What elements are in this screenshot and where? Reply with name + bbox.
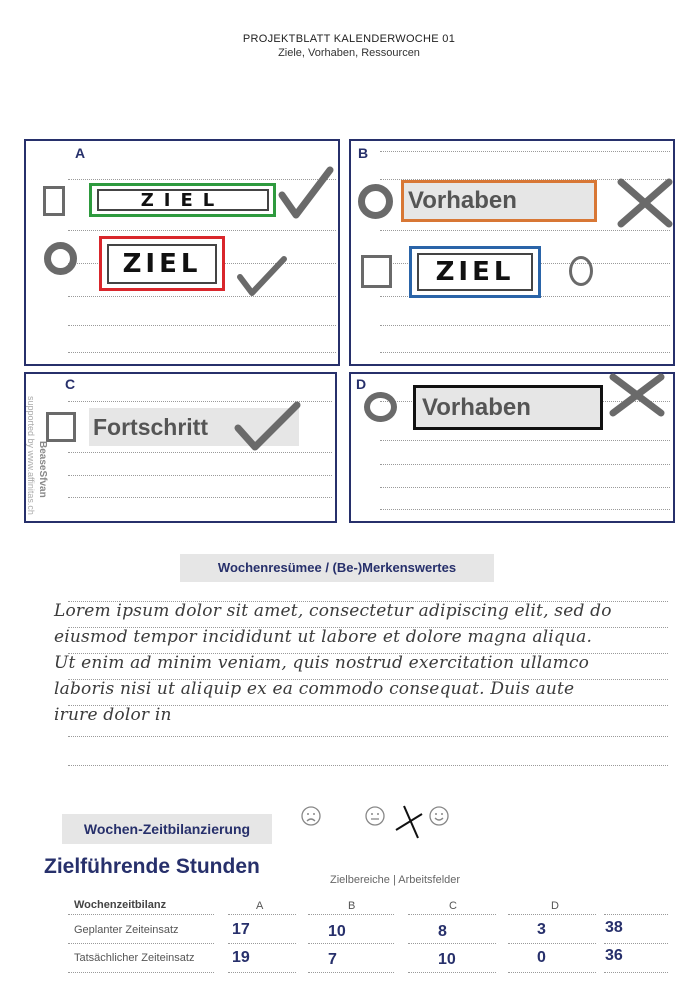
neutral-face-icon[interactable] [364,805,386,827]
side-credit: supported by www.affinitas.ch [26,396,36,515]
table-cell: 8 [438,923,447,940]
hours-title: Zielführende Stunden [44,855,260,878]
ziel-label-a2-text: ZIEL [107,244,217,284]
summary-text [54,598,694,728]
sad-face-icon[interactable] [300,805,322,827]
column-header: A [256,900,264,912]
column-header: D [551,900,559,912]
circle-icon[interactable] [358,184,393,219]
table-row-label: Tatsächlicher Zeiteinsatz [74,952,195,964]
summary-line: eiusmod tempor incididunt ut labore et dolore magna aliqua. [54,627,593,647]
summary-line: irure dolor in [54,705,172,725]
ziel-label-b2-text: ZIEL [417,253,533,291]
ziel-label-a2 [99,236,225,291]
checkmark-icon [233,400,303,452]
cross-icon [616,177,674,229]
vorhaben-label-d1 [413,385,603,430]
fortschritt-label-text: Fortschritt [93,413,208,440]
circle-icon[interactable] [44,242,77,275]
balance-heading: Wochen-Zeitbilanzierung [62,814,272,844]
table-cell: 10 [328,923,346,940]
checkmark-icon [278,165,338,225]
table-cell: 17 [232,921,250,938]
area-caption: Zielbereiche | Arbeitsfelder [330,874,461,886]
checkbox-icon[interactable] [43,186,65,216]
open-circle-icon [569,256,593,286]
table-cell: 3 [537,921,546,938]
vorhaben-label-d1-text: Vorhaben [422,393,531,421]
table-total: 38 [605,919,623,936]
checkmark-icon [236,255,288,300]
table-cell: 0 [537,949,546,966]
summary-heading: Wochenresümee / (Be-)Merkenswertes [180,554,494,582]
page-subtitle: Ziele, Vorhaben, Ressourcen [278,47,420,59]
summary-line: Lorem ipsum dolor sit amet, consectetur adipiscing elit, sed do [54,601,612,621]
checkbox-icon[interactable] [46,412,76,442]
summary-line: Ut enim ad minim veniam, quis nostrud exercitation ullamco [54,653,590,673]
column-header: C [449,900,457,912]
mood-cross-mark-icon [394,803,426,841]
checkbox-icon[interactable] [361,255,392,288]
page-title: PROJEKTBLATT KALENDERWOCHE 01 [242,33,456,45]
table-cell: 7 [328,951,337,968]
column-header: B [348,900,356,912]
cross-icon [608,372,666,418]
table-cell: 19 [232,949,250,966]
table-row-label: Geplanter Zeiteinsatz [74,924,179,936]
circle-icon[interactable] [364,392,397,422]
ziel-label-a1 [89,183,276,217]
ziel-label-a1-text: ZIEL [97,189,269,211]
quadrant-c-letter: C [65,376,76,392]
quadrant-b-letter: B [358,145,369,161]
row-header: Wochenzeitbilanz [74,899,167,911]
quadrant-a-letter: A [75,145,86,161]
table-total: 36 [605,947,623,964]
quadrant-d-letter: D [356,376,367,392]
summary-line: laboris nisi ut aliquip ex ea commodo consequat. Duis aute [54,679,575,699]
side-credit-brand: BeaseSfvan [37,441,48,498]
table-cell: 10 [438,951,456,968]
vorhaben-label-b1 [401,180,597,222]
ziel-label-b2 [409,246,541,298]
vorhaben-label-b1-text: Vorhaben [408,187,517,214]
happy-face-icon[interactable] [428,805,450,827]
